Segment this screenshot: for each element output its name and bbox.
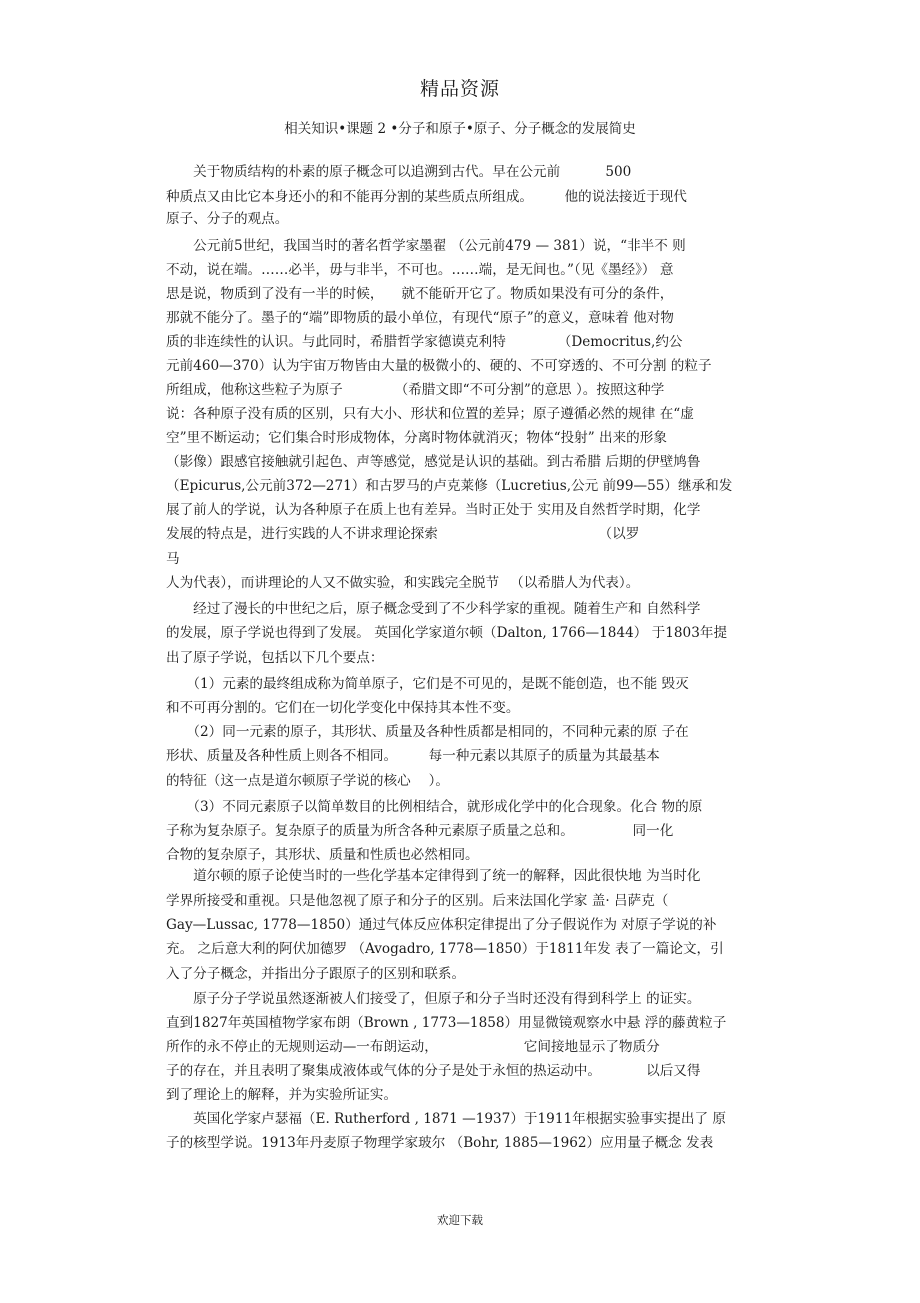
body-line: 关于物质结构的朴素的原子概念可以追溯到古代。早在公元前 500	[166, 164, 632, 180]
body-line: Gay—Lussac, 1778—1850）通过气体反应体积定律提出了分子假说作为 对原子学说的补	[166, 917, 717, 933]
body-line: 空”里不断运动；它们集合时形成物体，分离时物体就消灭；物体“投射” 出来的形象	[166, 430, 667, 446]
body-line: 所作的永不停止的无规则运动—一布朗运动， 它间接地显示了物质分	[166, 1039, 660, 1055]
body-line: 形状、质量及各种性质上则各不相同。 每一种元素以其原子的质量为其最基本	[166, 748, 660, 764]
body-line: 经过了漫长的中世纪之后，原子概念受到了不少科学家的重视。随着生产和 自然科学	[166, 601, 701, 617]
body-line: 道尔顿的原子论使当时的一些化学基本定律得到了统一的解释，因此很快地 为当时化	[166, 868, 701, 884]
body-line: 思是说，物质到了没有一半的时候， 就不能斫开它了。物质如果没有可分的条件，	[166, 286, 674, 302]
body-line: 合物的复杂原子，其形状、质量和性质也必然相同。	[166, 847, 479, 863]
body-line: （3）不同元素原子以简单数目的比例相结合，就形成化学中的化合现象。化合 物的原	[166, 799, 703, 815]
body-line: 入了分子概念，并指出分子跟原子的区别和联系。	[166, 966, 466, 982]
body-line: 和不可再分割的。它们在一切化学变化中保持其本性不变。	[166, 700, 520, 716]
body-line: （影像）跟感官接触就引起色、声等感觉，感觉是认识的基础。到古希腊 后期的伊壁鸠鲁	[166, 454, 701, 470]
body-line: 的发展，原子学说也得到了发展。 英国化学家道尔顿（Dalton, 1766—1844） 于1803年提	[166, 625, 728, 641]
body-line: 公元前5世纪，我国当时的著名哲学家墨翟 （公元前479 — 381）说，“非半不 则	[166, 238, 686, 254]
body-line: 子的存在，并且表明了聚集成液体或气体的分子是处于永恒的热运动中。 以后又得	[166, 1063, 701, 1079]
body-line: 原子、分子的观点。	[166, 211, 289, 227]
body-line: （2）同一元素的原子，其形状、质量及各种性质都是相同的，不同种元素的原 子在	[166, 724, 689, 740]
body-line: 不动，说在端。……必半，毋与非半，不可也。……端，是无间也。”（见《墨经》） 意	[166, 262, 674, 278]
body-line: 马	[166, 551, 180, 567]
body-line: （Epicurus,公元前372—271）和古罗马的卢克莱修（Lucretius,公元 前99—55）继承和发	[166, 478, 733, 494]
body-line: 那就不能分了。墨子的“端”即物质的最小单位，有现代“原子”的意义，意味着 他对物	[166, 310, 674, 326]
body-line: 英国化学家卢瑟福（E. Rutherford , 1871 —1937）于1911年根据实验事实提出了 原	[166, 1111, 726, 1127]
body-line: 学界所接受和重视。只是他忽视了原子和分子的区别。后来法国化学家 盖· 吕萨克（	[166, 893, 669, 909]
body-line: 充。 之后意大利的阿伏加德罗 （Avogadro, 1778—1850）于1811年发 表了一篇论文，引	[166, 941, 724, 957]
body-line: 元前460—370）认为宇宙万物皆由大量的极微小的、硬的、不可穿透的、不可分割 的粒子	[166, 358, 712, 374]
body-line: 直到1827年英国植物学家布朗（Brown , 1773—1858）用显微镜观察水中悬 浮的藤黄粒子	[166, 1015, 727, 1031]
body-line: 子的核型学说。1913年丹麦原子物理学家玻尔 （Bohr, 1885—1962）应用量子概念 发表	[166, 1135, 714, 1151]
page-subtitle: 相关知识•课题 2 •分子和原子•原子、分子概念的发展简史	[284, 121, 636, 137]
body-line: 子称为复杂原子。复杂原子的质量为所含各种元素原子质量之总和。 同一化	[166, 823, 674, 839]
body-line: 说：各种原子没有质的区别，只有大小、形状和位置的差异；原子遵循必然的规律 在“虚	[166, 406, 694, 422]
body-line: 原子分子学说虽然逐渐被人们接受了，但原子和分子当时还没有得到科学上 的证实。	[166, 991, 701, 1007]
body-line: 人为代表），而讲理论的人又不做实验，和实践完全脱节 （以希腊人为代表）。	[166, 575, 640, 591]
body-line: 出了原子学说，包括以下几个要点：	[166, 650, 384, 666]
page-footer: 欢迎下载	[437, 1213, 483, 1227]
body-line: 到了理论上的解释，并为实验所证实。	[166, 1087, 398, 1103]
body-line: 种质点又由比它本身还小的和不能再分割的某些质点所组成。 他的说法接近于现代	[166, 189, 687, 205]
body-line: 所组成，他称这些粒子为原子 （希腊文即“不可分割”的意思 ）。按照这种学	[166, 382, 665, 398]
page-title: 精品资源	[419, 78, 500, 100]
body-line: 质的非连续性的认识。与此同时，希腊哲学家德谟克利特 （Democritus,约公	[166, 334, 683, 350]
body-line: 的特征（这一点是道尔顿原子学说的核心 ）。	[166, 773, 449, 789]
body-line: 发展的特点是，进行实践的人不讲求理论探索 （以罗	[166, 526, 640, 542]
body-line: （1）元素的最终组成称为简单原子，它们是不可见的，是既不能创造，也不能 毁灭	[166, 676, 689, 692]
body-line: 展了前人的学说，认为各种原子在质上也有差异。当时正处于 实用及自然哲学时期，化学	[166, 502, 701, 518]
